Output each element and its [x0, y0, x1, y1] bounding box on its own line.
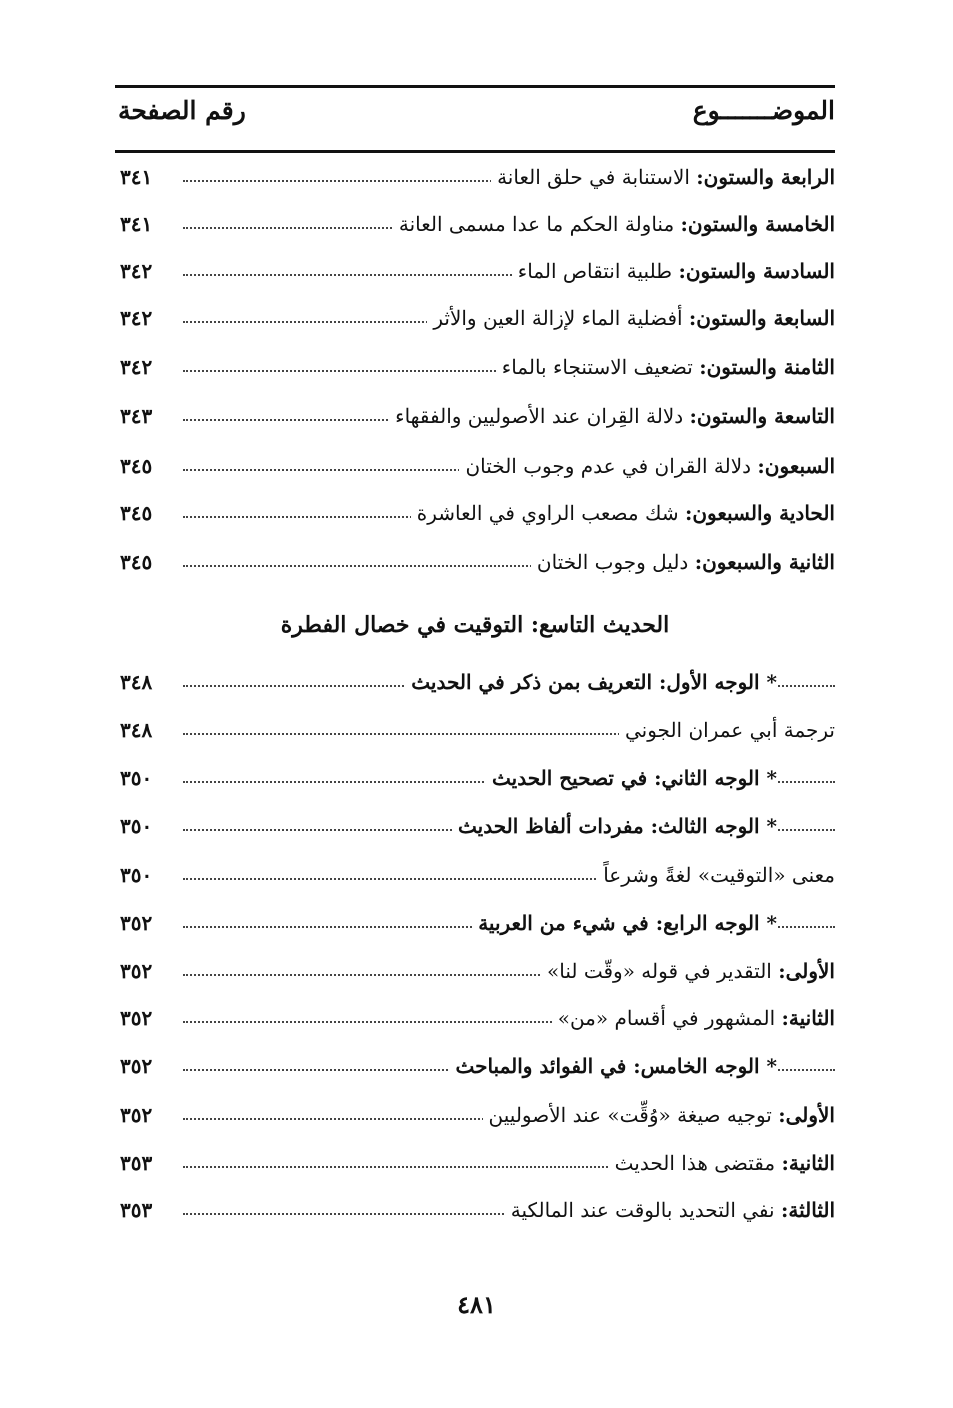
entry-heading: السبعون: [757, 454, 835, 478]
entry-heading: الرابعة والستون: [696, 165, 835, 189]
entry-heading: السابعة والستون: [688, 306, 835, 330]
entry-text: شك مصعب الراوي في العاشرة [416, 501, 685, 525]
entry-page-number: ٣٤٥ [120, 550, 153, 574]
entry-heading: الثانية: [781, 1006, 835, 1030]
toc-entry[interactable] [115, 999, 835, 1039]
entry-page-number: ٣٥٠ [120, 766, 153, 790]
header-rule [115, 150, 835, 153]
entry-page-number: ٣٥٢ [120, 959, 153, 983]
entry-title [512, 256, 835, 286]
entry-text: ترجمة أبي عمران الجوني [624, 718, 835, 742]
entry-title [619, 715, 835, 745]
entry-text: طلبية انتقاص الماء [517, 259, 679, 283]
toc-entry[interactable] [115, 252, 835, 292]
toc-entry[interactable] [115, 299, 835, 339]
toc-entry[interactable] [115, 711, 835, 751]
toc-entry[interactable] [115, 807, 835, 847]
entry-title [491, 162, 835, 192]
entry-text: دليل وجوب الختان [536, 550, 695, 574]
entry-text: دلالة القِران عند الأصوليين والفقهاء [395, 404, 690, 428]
entry-page-number: ٣٥٣ [120, 1198, 153, 1222]
entry-text: معنى «التوقيت» لغةً وشرعاً [603, 863, 835, 887]
entry-heading: * الوجه الثالث: مفردات ألفاظ الحديث [457, 814, 777, 838]
toc-entry[interactable] [115, 348, 835, 388]
entry-page-number: ٣٤١ [120, 212, 153, 236]
entry-text: التقدير في قوله «وقّت لنا» [547, 959, 779, 983]
toc-entry[interactable] [115, 663, 835, 703]
entry-heading: الثانية والسبعون: [694, 550, 835, 574]
entry-title [472, 908, 777, 938]
top-rule [115, 85, 835, 88]
entry-heading: الثامنة والستون: [699, 355, 835, 379]
entry-title [496, 352, 835, 382]
entry-heading: * الوجه الأول: التعريف بمن ذكر في الحديث [411, 670, 777, 694]
entry-text: المشهور في أقسام «من» [557, 1006, 782, 1030]
entry-page-number: ٣٤٨ [120, 718, 153, 742]
toc-entry[interactable] [115, 447, 835, 487]
entry-page-number: ٣٤٥ [120, 454, 153, 478]
entry-text: تضعيف الاستنجاء بالماء [501, 355, 700, 379]
entry-heading: الثانية: [781, 1151, 835, 1175]
toc-entry[interactable] [115, 904, 835, 944]
entry-heading: الأولى: [778, 1103, 835, 1127]
entry-title [609, 1148, 835, 1178]
entry-page-number: ٣٤٣ [120, 404, 153, 428]
entry-heading: الحادية والسبعون: [684, 501, 835, 525]
page-number: ٤٨١ [457, 1290, 496, 1319]
toc-entry[interactable] [115, 494, 835, 534]
entry-title [452, 811, 777, 841]
entry-title [541, 956, 835, 986]
entry-page-number: ٣٥٣ [120, 1151, 153, 1175]
entry-title [405, 667, 777, 697]
entry-heading: الخامسة والستون: [680, 212, 835, 236]
toc-entry[interactable] [115, 1096, 835, 1136]
entry-page-number: ٣٥٢ [120, 911, 153, 935]
entry-text: مقتضى هذا الحديث [614, 1151, 782, 1175]
entry-heading: * الوجه الخامس: في الفوائد والمباحث [455, 1054, 777, 1078]
section-title: الحديث التاسع: التوقيت في خصال الفطرة [280, 612, 670, 638]
entry-heading: السادسة والستون: [678, 259, 835, 283]
entry-heading: الثالثة: [780, 1198, 835, 1222]
toc-entry[interactable] [115, 952, 835, 992]
entry-text: أفضلية الماء لإزالة العين والأثر [433, 306, 689, 330]
entry-page-number: ٣٥٢ [120, 1054, 153, 1078]
entry-page-number: ٣٥٠ [120, 814, 153, 838]
toc-entry[interactable] [115, 158, 835, 198]
toc-entry[interactable] [115, 397, 835, 437]
entry-text: توجيه صيغة «وُقِّت» عند الأصوليين [488, 1103, 779, 1127]
entry-heading: التاسعة والستون: [689, 404, 835, 428]
toc-entry[interactable] [115, 856, 835, 896]
topic-column-header: الموضـــــــوع [692, 96, 835, 125]
entry-heading: * الوجه الرابع: في شيء من العربية [478, 911, 777, 935]
entry-text: الاستنابة في حلق العانة [497, 165, 697, 189]
entry-title [411, 498, 835, 528]
entry-title [449, 1051, 777, 1081]
entry-text: دلالة القران في عدم وجوب الختان [465, 454, 758, 478]
entry-page-number: ٣٤٥ [120, 501, 153, 525]
entry-page-number: ٣٤٢ [120, 259, 153, 283]
entry-text: نفي التحديد بالوقت عند المالكية [510, 1198, 781, 1222]
entry-title [459, 451, 835, 481]
entry-page-number: ٣٤٨ [120, 670, 153, 694]
page-column-header: رقم الصفحة [118, 96, 246, 125]
entry-heading: الأولى: [778, 959, 835, 983]
toc-entry[interactable] [115, 1191, 835, 1231]
entry-title [531, 547, 835, 577]
toc-entry[interactable] [115, 1144, 835, 1184]
toc-entry[interactable] [115, 1047, 835, 1087]
entry-page-number: ٣٥٢ [120, 1006, 153, 1030]
entry-heading: * الوجه الثاني: في تصحيح الحديث [492, 766, 777, 790]
toc-entry[interactable] [115, 205, 835, 245]
entry-page-number: ٣٥٢ [120, 1103, 153, 1127]
entry-page-number: ٣٤١ [120, 165, 153, 189]
entry-title [552, 1003, 835, 1033]
entry-title [393, 209, 835, 239]
toc-entry[interactable] [115, 759, 835, 799]
entry-page-number: ٣٤٢ [120, 306, 153, 330]
entry-page-number: ٣٤٢ [120, 355, 153, 379]
entry-page-number: ٣٥٠ [120, 863, 153, 887]
entry-title [389, 401, 835, 431]
entry-title [427, 303, 835, 333]
entry-title [505, 1195, 835, 1225]
entry-text: مناولة الحكم ما عدا مسمى العانة [398, 212, 681, 236]
entry-title [486, 763, 777, 793]
entry-title [597, 860, 835, 890]
toc-entry[interactable] [115, 543, 835, 583]
entry-title [483, 1100, 835, 1130]
